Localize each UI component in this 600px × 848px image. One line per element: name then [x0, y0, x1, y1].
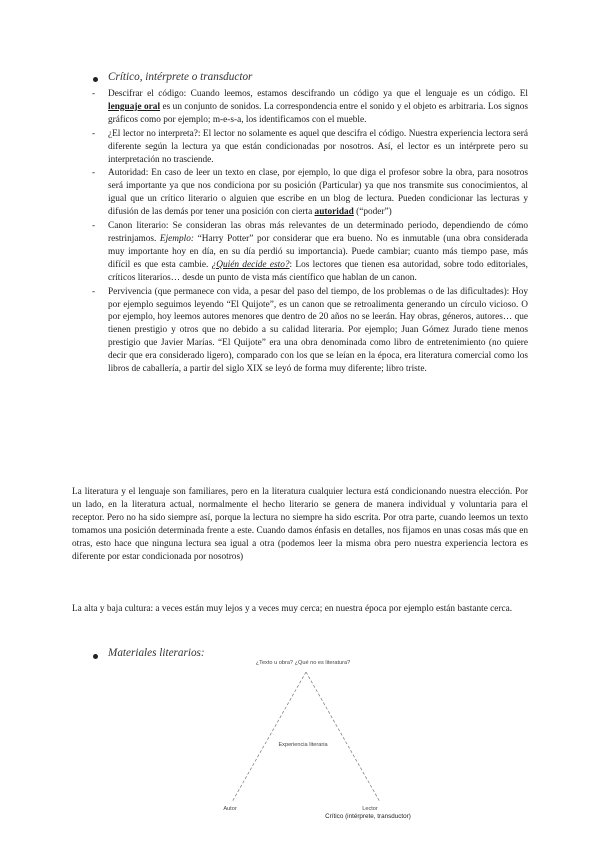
diagram-top-label: ¿Texto u obra? ¿Qué no es literatura? — [255, 660, 351, 666]
list-item-canon — [92, 220, 528, 285]
literary-experience-diagram — [200, 652, 440, 822]
section-heading-materiales: Materiales literarios: — [108, 647, 205, 659]
body-text: (“poder”) — [353, 207, 392, 218]
diagram-right-label: Lector — [362, 806, 378, 812]
bullet-icon — [93, 77, 98, 82]
diagram-bottom-label: Crítico (intérprete, transductor) — [325, 813, 411, 820]
body-text: Descifrar el código: Cuando leemos, estamos descifrando un código ya que el lenguaje es un código. El — [108, 89, 528, 99]
emphasis-text: Ejemplo: — [159, 233, 194, 244]
body-text: ¿El lector no interpreta?: El lector no solamente es aquel que descifra el código. Nuestra experiencia lectora será diferente según la lectura ya que están condicionadas por nosotros. Así, el lector es un intérprete pero su interpretación no trasciende. — [108, 128, 528, 165]
diagram-center-label: Experiencia literaria — [278, 742, 328, 748]
emphasis-text: autoridad — [314, 207, 354, 218]
diagram-left-label: Autor — [223, 806, 237, 812]
bullet-icon — [93, 654, 98, 659]
diagram-left-edge — [232, 672, 306, 802]
section-heading-critico: Crítico, intérprete o transductor — [108, 71, 253, 83]
emphasis-text: lenguaje oral — [108, 101, 161, 112]
dash-marker: - — [92, 221, 96, 232]
dash-marker: - — [92, 89, 96, 99]
body-text: : Los lectores que tienen esa autoridad, sobre todo editoriales, críticos literarios… desde un punto de vista más científico que hablan de un canon. — [108, 259, 528, 283]
dash-marker: - — [92, 128, 96, 139]
body-text: es un conjunto de sonidos. La correspondencia entre el sonido y el objeto es arbitraria. Los signos gráficos como por ejemplo; m-e-s-a, los identificamos con el mueble. — [108, 101, 528, 125]
list-item-pervivencia — [92, 286, 528, 376]
list-item-autoridad — [92, 167, 528, 219]
body-text: Pervivencia (que permanece con vida, a pesar del paso del tiempo, de los problemas o de las dificultades): Hoy por ejemplo seguimos leyendo “El Quijote”, es un canon que se retroalimenta generando un círculo vicioso. O por ejemplo, hoy leemos autores menores que dentro de 20 años no se leerán. Hay obras, géneros, autores… que tienen prestigio y otros que no debido a su calidad literaria. Por ejemplo; Juan Gómez Jurado tiene menos prestigio que Javier Marías. “El Quijote” era una obra denominada como libro de entretenimiento (no quiere decir que era considerado ligero), comparado con los que se leían en la época, era literatura comercial como los libros de caballería, a partir del siglo XIX se leyó de forma muy diferente; libro triste. — [108, 286, 528, 375]
definition-list — [92, 88, 528, 377]
paragraph-literatura: La literatura y el lenguaje son familiares, pero en la literatura cualquier lectura está condicionando nuestra elección. Por un lado, en la literatura actual, normalmente el hecho literario se genera de manera individual y voluntaria para el receptor. Pero no ha sido siempre así, porque la lectura no siempre ha sido escrita. Por otra parte, cuando leemos un texto tomamos una posición determinada frente a este. Cuando damos énfasis en detalles, nos fijamos en unas cosas más que en otras, esto hace que ninguna lectura sea igual a otra (podemos leer la misma obra pero nuestra experiencia lectora es diferente por estar condicionada por nosotros) — [72, 487, 528, 562]
diagram-right-edge — [306, 672, 380, 802]
dash-marker: - — [92, 286, 96, 297]
list-item-interpreta — [92, 128, 528, 167]
dash-marker: - — [92, 168, 96, 179]
emphasis-text: ¿Quién decide esto? — [211, 259, 290, 270]
paragraph-alta-baja-cultura: La alta y baja cultura: a veces están muy lejos y a veces muy cerca; en nuestra época por ejemplo están bastante cerca. — [72, 604, 513, 614]
body-text: Canon literario: Se consideran las obras más relevantes de un determinado periodo, dependiendo de cómo restrinjamos. — [108, 221, 528, 244]
list-item-descifrar — [92, 88, 528, 127]
body-text: Autoridad: En caso de leer un texto en clase, por ejemplo, lo que diga el profesor sobre la obra, para nosotros será importante ya que nos condiciona por su posición (Particular) ya que nos transmite sus conocimientos, al igual que un crítico literario o alguien que escribe en un blog de lectura. Pueden condicionar las lecturas y difusión de las demás por tener una posición con cierta — [108, 168, 528, 218]
body-text: “Harry Potter” por considerar que era bueno. No es inmutable (una obra considerada muy importante hoy en día, en su día perdió su importancia). Puede cambiar; cuanto más tiempo pase, más difícil es que esta cambie. — [108, 233, 528, 270]
